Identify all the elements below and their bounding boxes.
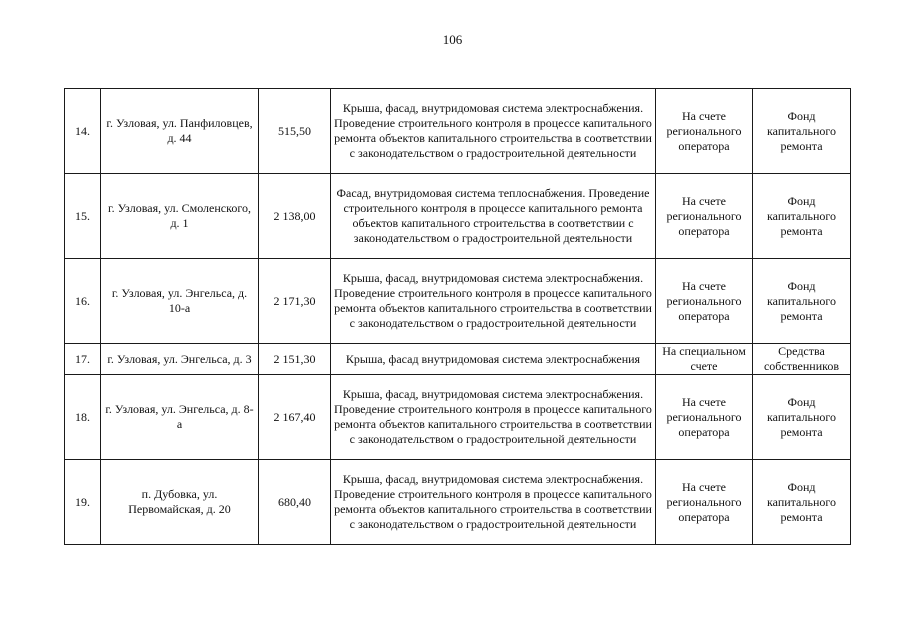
row-number: 15. — [65, 174, 101, 259]
account-cell: На специальном счете — [656, 344, 753, 375]
repair-program-table — [64, 88, 851, 545]
account-cell: На счете регионального оператора — [656, 375, 753, 460]
area-cell: 2 171,30 — [259, 259, 331, 344]
area-cell: 2 167,40 — [259, 375, 331, 460]
fund-cell: Фонд капитального ремонта — [753, 460, 851, 545]
fund-cell: Фонд капитального ремонта — [753, 174, 851, 259]
area-cell: 2 138,00 — [259, 174, 331, 259]
table-row — [65, 375, 851, 460]
account-cell: На счете регионального оператора — [656, 259, 753, 344]
area-cell: 2 151,30 — [259, 344, 331, 375]
row-number: 14. — [65, 89, 101, 174]
works-cell: Крыша, фасад, внутридомовая система электроснабжения. Проведение строительного контроля в процессе капитального ремонта объектов капитального строительства в соответствии с законодательством о градостроительной деятельности — [331, 89, 656, 174]
works-cell: Фасад, внутридомовая система теплоснабжения. Проведение строительного контроля в процессе капитального ремонта объектов капитального строительства в соответствии с законодательством о градостроительной деятельности — [331, 174, 656, 259]
fund-cell: Фонд капитального ремонта — [753, 89, 851, 174]
area-cell: 680,40 — [259, 460, 331, 545]
row-number: 17. — [65, 344, 101, 375]
works-cell: Крыша, фасад внутридомовая система электроснабжения — [331, 344, 656, 375]
address-cell: г. Узловая, ул. Энгельса, д. 10-а — [101, 259, 259, 344]
area-cell: 515,50 — [259, 89, 331, 174]
table-row — [65, 460, 851, 545]
address-cell: г. Узловая, ул. Панфиловцев, д. 44 — [101, 89, 259, 174]
page-number: 106 — [442, 32, 463, 47]
table-row — [65, 174, 851, 259]
address-cell: г. Узловая, ул. Смоленского, д. 1 — [101, 174, 259, 259]
row-number: 19. — [65, 460, 101, 545]
fund-cell: Фонд капитального ремонта — [753, 375, 851, 460]
works-cell: Крыша, фасад, внутридомовая система электроснабжения. Проведение строительного контроля в процессе капитального ремонта объектов капитального строительства в соответствии с законодательством о градостроительной деятельности — [331, 259, 656, 344]
fund-cell: Фонд капитального ремонта — [753, 259, 851, 344]
works-cell: Крыша, фасад, внутридомовая система электроснабжения. Проведение строительного контроля в процессе капитального ремонта объектов капитального строительства в соответствии с законодательством о градостроительной деятельности — [331, 375, 656, 460]
fund-cell: Средства собственников — [753, 344, 851, 375]
address-cell: п. Дубовка, ул. Первомайская, д. 20 — [101, 460, 259, 545]
row-number: 16. — [65, 259, 101, 344]
table-row — [65, 89, 851, 174]
account-cell: На счете регионального оператора — [656, 89, 753, 174]
works-cell: Крыша, фасад, внутридомовая система электроснабжения. Проведение строительного контроля в процессе капитального ремонта объектов капитального строительства в соответствии с законодательством о градостроительной деятельности — [331, 460, 656, 545]
account-cell: На счете регионального оператора — [656, 174, 753, 259]
address-cell: г. Узловая, ул. Энгельса, д. 3 — [101, 344, 259, 375]
account-cell: На счете регионального оператора — [656, 460, 753, 545]
address-cell: г. Узловая, ул. Энгельса, д. 8-а — [101, 375, 259, 460]
row-number: 18. — [65, 375, 101, 460]
table-row — [65, 344, 851, 375]
table-row — [65, 259, 851, 344]
